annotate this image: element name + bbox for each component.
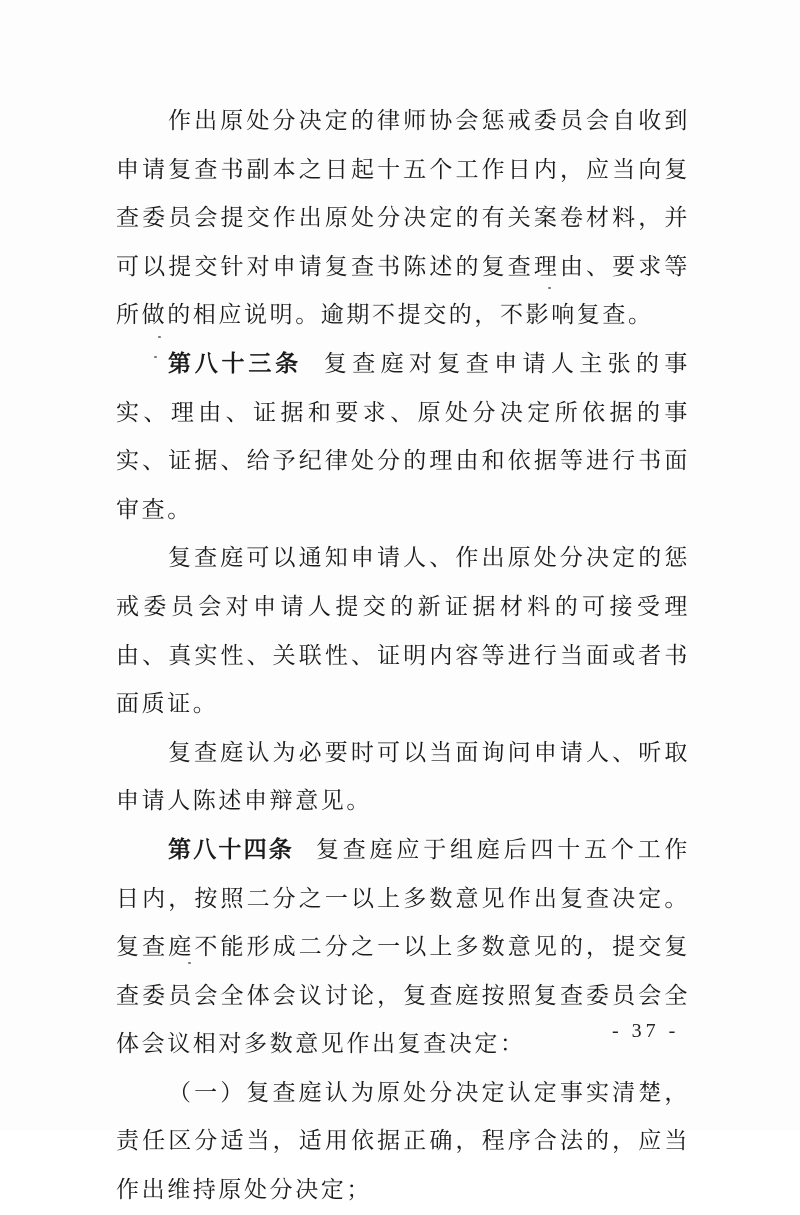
paragraph-article-83 (116, 340, 690, 534)
paragraph-3 (116, 534, 690, 728)
article-number: 第八十四条 (168, 836, 294, 863)
document-body (116, 97, 690, 1215)
paragraph-1 (116, 97, 690, 340)
paragraph-text: （一）复查庭认为原处分决定认定事实清楚，责任区分适当，适用依据正确，程序合法的，应当作出维持原处分决定； (116, 1079, 690, 1204)
paragraph-article-84 (116, 826, 690, 1069)
paragraph-text: 作出原处分决定的律师协会惩戒委员会自收到申请复查书副本之日起十五个工作日内，应当向复查委员会提交作出原处分决定的有关案卷材料，并可以提交针对申请复查书陈述的复查理由、要求等所做的相应说明。逾期不提交的，不影响复查。 (116, 108, 690, 329)
scan-speck (154, 356, 157, 358)
paragraph-text: 复查庭可以通知申请人、作出原处分决定的惩戒委员会对申请人提交的新证据材料的可接受理由、真实性、关联性、证明内容等进行当面或者书面质证。 (116, 545, 690, 718)
paragraph-text: 复查庭应于组庭后四十五个工作日内，按照二分之一以上多数意见作出复查决定。复查庭不能形成二分之一以上多数意见的，提交复查委员会全体会议讨论，复查庭按照复查委员会全体会议相对多数意见作出复查决定： (116, 836, 690, 1058)
article-number: 第八十三条 (168, 350, 302, 377)
paragraph-text: 复查庭对复查申请人主张的事实、理由、证据和要求、原处分决定所依据的事实、证据、给予纪律处分的理由和依据等进行书面审查。 (116, 350, 690, 523)
paragraph-6 (116, 1069, 690, 1215)
scan-speck (188, 962, 191, 964)
scan-speck (548, 287, 551, 289)
paragraph-text: 复查庭认为必要时可以当面询问申请人、听取申请人陈述申辩意见。 (116, 739, 690, 815)
paragraph-4 (116, 729, 690, 826)
scan-speck (158, 336, 161, 338)
page-number: - 37 - (612, 1020, 680, 1042)
